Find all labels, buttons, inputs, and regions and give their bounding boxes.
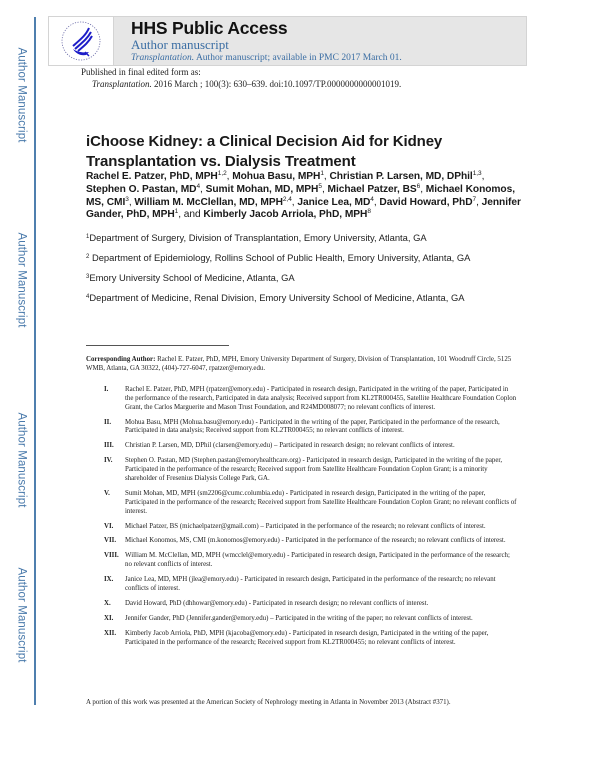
author-name: Michael Konomos, MS, CMI	[86, 183, 515, 208]
author-separator: ,	[128, 196, 135, 208]
author-name: Christian P. Larsen, MD, DPhil	[329, 171, 473, 182]
contribution-text: Christian P. Larsen, MD, DPhil (clarsen@emory.edu) – Participated in research design; no relevant conflicts of interest.	[125, 442, 455, 450]
affiliation-text: Department of Epidemiology, Rollins School of Public Health, Emory University, Atlanta, GA	[89, 252, 471, 263]
sidebar-rail	[34, 17, 36, 705]
contribution-number: X.	[104, 600, 111, 608]
corresponding-label: Corresponding Author:	[86, 356, 156, 363]
hhs-eagle-logo-icon	[49, 17, 114, 65]
contribution-number: XII.	[104, 630, 117, 637]
author-separator: ,	[291, 196, 298, 208]
sidebar-label	[10, 405, 34, 515]
contribution-text: Stephen O. Pastan, MD (Stephen.pastan@emoryhealthcare.org) - Participated in research design, Participated in the writing of the paper, Participated in the performance of the research; Received support from Satellite Healthcare Foundation Coplon Grant; is a minority shareholder of Fresenius Dialysis College Park, GA.	[125, 457, 503, 482]
affiliation-sup: 3	[86, 274, 90, 280]
author-separator: ,	[321, 183, 328, 195]
author-affiliation-sup: 1,2	[217, 170, 227, 177]
contribution-number: I.	[104, 386, 109, 393]
contribution-number: V.	[104, 489, 110, 497]
contribution-text: Rachel E. Patzer, PhD, MPH (rpatzer@emory.edu) - Participated in research design, Participated in the writing of the paper, Participated in the performance of the research, Participated in data analysis; Received support from KL2TR000455, Satellite Healthcare Foundation Coplon Grant, the Carlos Marguerite and Mason Trust Foundation, and R24MD008077; no relevant conflicts of interest.	[125, 386, 517, 411]
contribution-text: David Howard, PhD (dhhowar@emory.edu) - Participated in research design; no relevant conflicts of interest.	[125, 600, 429, 608]
author-separator: ,	[476, 196, 482, 208]
contribution-number: VI.	[104, 522, 114, 530]
sidebar-label	[10, 40, 34, 150]
contribution-item	[104, 523, 518, 532]
sidebar-label-text: Author Manuscript	[16, 232, 28, 328]
contribution-text: William M. McClellan, MD, MPH (wmcclel@emory.edu) - Participated in research design, Participated in the performance of the research; no relevant conflicts of interest.	[125, 552, 510, 569]
contribution-text: Michael Patzer, BS (michaelpatzer@gmail.com) – Participated in the performance of the research; no relevant conflicts of interest.	[125, 522, 486, 530]
contribution-text: Jennifer Gander, PhD (Jennifer.gander@emory.edu) – Participated in the writing of the paper; no relevant conflicts of interest.	[125, 615, 473, 623]
contribution-item	[104, 457, 518, 483]
author-affiliation-sup: 4	[196, 182, 201, 190]
affiliation-sup: 1	[86, 234, 90, 240]
contribution-text: Michael Konomos, MS, CMI (m.konomos@emory.edu) - Participated in the performance of the research; no relevant conflicts of interest.	[125, 537, 506, 545]
contribution-item	[104, 552, 518, 570]
contribution-item	[104, 600, 518, 609]
author-separator: ,	[323, 171, 330, 182]
footnote-divider	[86, 345, 229, 346]
author-affiliation-sup: 5	[318, 182, 322, 190]
contribution-item	[104, 615, 518, 624]
sidebar-label	[10, 560, 34, 670]
sidebar-label-text: Author Manuscript	[16, 412, 28, 508]
author-name: Stephen O. Pastan, MD	[86, 183, 197, 195]
author-name: David Howard, PhD	[379, 196, 473, 208]
author-separator: ,	[226, 171, 233, 182]
author-separator: ,	[373, 196, 380, 208]
availability-text: Author manuscript; available in PMC 2017 March 01.	[194, 53, 402, 63]
hhs-title: HHS Public Access	[131, 18, 288, 38]
contribution-number: IV.	[104, 457, 113, 465]
author-name: Janice Lea, MD	[297, 196, 371, 208]
affiliation	[86, 272, 295, 284]
contribution-item	[104, 630, 518, 648]
author-separator: ,	[200, 183, 206, 195]
hhs-header	[48, 16, 527, 66]
sidebar-label-text: Author Manuscript	[16, 567, 28, 663]
author-affiliation-sup: 7	[472, 195, 477, 203]
author-affiliation-sup: 3	[125, 195, 129, 203]
author-separator: ,	[481, 171, 485, 182]
contributions-list	[104, 386, 518, 654]
article-title: iChoose Kidney: a Clinical Decision Aid for Kidney Transplantation vs. Dialysis Treatment	[86, 133, 443, 170]
contribution-number: XI.	[104, 615, 114, 623]
contribution-number: IX.	[104, 576, 114, 584]
affiliation-text: Emory University School of Medicine, Atlanta, GA	[89, 272, 295, 283]
sidebar-label-text: Author Manuscript	[16, 47, 28, 143]
author-affiliation-sup: 1	[174, 208, 179, 216]
contribution-item	[104, 537, 518, 546]
affiliation	[86, 232, 427, 244]
contribution-number: VII.	[104, 537, 117, 545]
contribution-item	[104, 442, 518, 451]
corresponding-text: Rachel E. Patzer, PhD, MPH, Emory University Department of Surgery, Division of Transplantation, 101 Woodruff Circle, 5125 WMB, Atlanta, GA 30322, (404)-727-6047, rpatzer@emory.edu.	[86, 356, 512, 372]
author-name: Mohua Basu, MPH	[232, 171, 321, 182]
presentation-footnote: A portion of this work was presented at the American Society of Nephrology meeting in Atlanta in November 2013 (Abstract #371).	[86, 699, 451, 706]
contribution-item	[104, 419, 518, 437]
sidebar-label	[10, 225, 34, 335]
affiliation-text: Department of Surgery, Division of Transplantation, Emory University, Atlanta, GA	[89, 232, 427, 243]
author-affiliation-sup: 6	[416, 182, 421, 190]
corresponding-author	[86, 355, 516, 373]
contribution-item	[104, 386, 518, 412]
journal-name: Transplantation.	[131, 53, 195, 63]
published-label: Published in final edited form as:	[81, 67, 201, 77]
contribution-number: VIII.	[104, 552, 119, 560]
author-affiliation-sup: 4	[370, 195, 374, 203]
contribution-item	[104, 576, 518, 594]
contribution-number: II.	[104, 418, 112, 426]
contribution-item	[104, 490, 518, 516]
author-separator: ,	[420, 183, 426, 195]
hhs-subtitle: Author manuscript	[131, 37, 229, 52]
author-name: Michael Patzer, BS	[327, 183, 417, 195]
contribution-text: Sumit Mohan, MD, MPH (sm2206@cumc.columbia.edu) - Participated in research design, Participated in the writing of the paper, Participated in the performance of the research; Received support from Satellite Healthcare Foundation Coplon Grant; no relevant conflicts of interest.	[125, 489, 517, 515]
author-name: Rachel E. Patzer, PhD, MPH	[86, 171, 218, 182]
affiliation-text: Department of Medicine, Renal Division, Emory University School of Medicine, Atlanta, GA	[89, 292, 465, 303]
citation-text: 2016 March ; 100(3): 630–639. doi:10.1097/TP.0000000000001019.	[151, 78, 402, 89]
contribution-text: Kimberly Jacob Arriola, PhD, MPH (kjacoba@emory.edu) - Participated in research design, Participated in the writing of the paper, Participated in the performance of the research; Received support from KL2TR000455; no relevant conflicts of interest.	[125, 630, 489, 646]
author-name: Jennifer Gander, PhD, MPH	[86, 196, 521, 221]
affiliation	[86, 252, 470, 264]
author-separator: , and	[178, 209, 204, 221]
published-info	[81, 67, 401, 90]
citation-journal: Transplantation.	[92, 78, 152, 89]
author-name: Kimberly Jacob Arriola, PhD, MPH	[203, 209, 368, 221]
author-affiliation-sup: 1	[320, 170, 324, 177]
affiliation-sup: 4	[86, 294, 90, 300]
author-list	[86, 171, 526, 222]
author-affiliation-sup: 2,4	[282, 195, 292, 203]
author-affiliation-sup: 8	[367, 208, 371, 216]
hhs-availability	[131, 52, 402, 65]
author-name: Sumit Mohan, MD, MPH	[205, 183, 319, 195]
contribution-text: Janice Lea, MD, MPH (jlea@emory.edu) - Participated in research design, Participated in the performance of the research; no relevant conflicts of interest.	[125, 576, 496, 593]
affiliation	[86, 292, 465, 304]
author-name: William M. McClellan, MD, MPH	[134, 196, 283, 208]
author-affiliation-sup: 1,3	[472, 170, 482, 177]
contribution-text: Mohua Basu, MPH (Mohua.basu@emory.edu) - Participated in the writing of the paper, Participated in the performance of the research, Participated in data analysis; Received support from KL2TR000455; no relevant conflicts of interest.	[125, 418, 500, 435]
citation	[81, 79, 401, 91]
contribution-number: III.	[104, 442, 114, 450]
affiliation-sup: 2	[86, 254, 90, 260]
